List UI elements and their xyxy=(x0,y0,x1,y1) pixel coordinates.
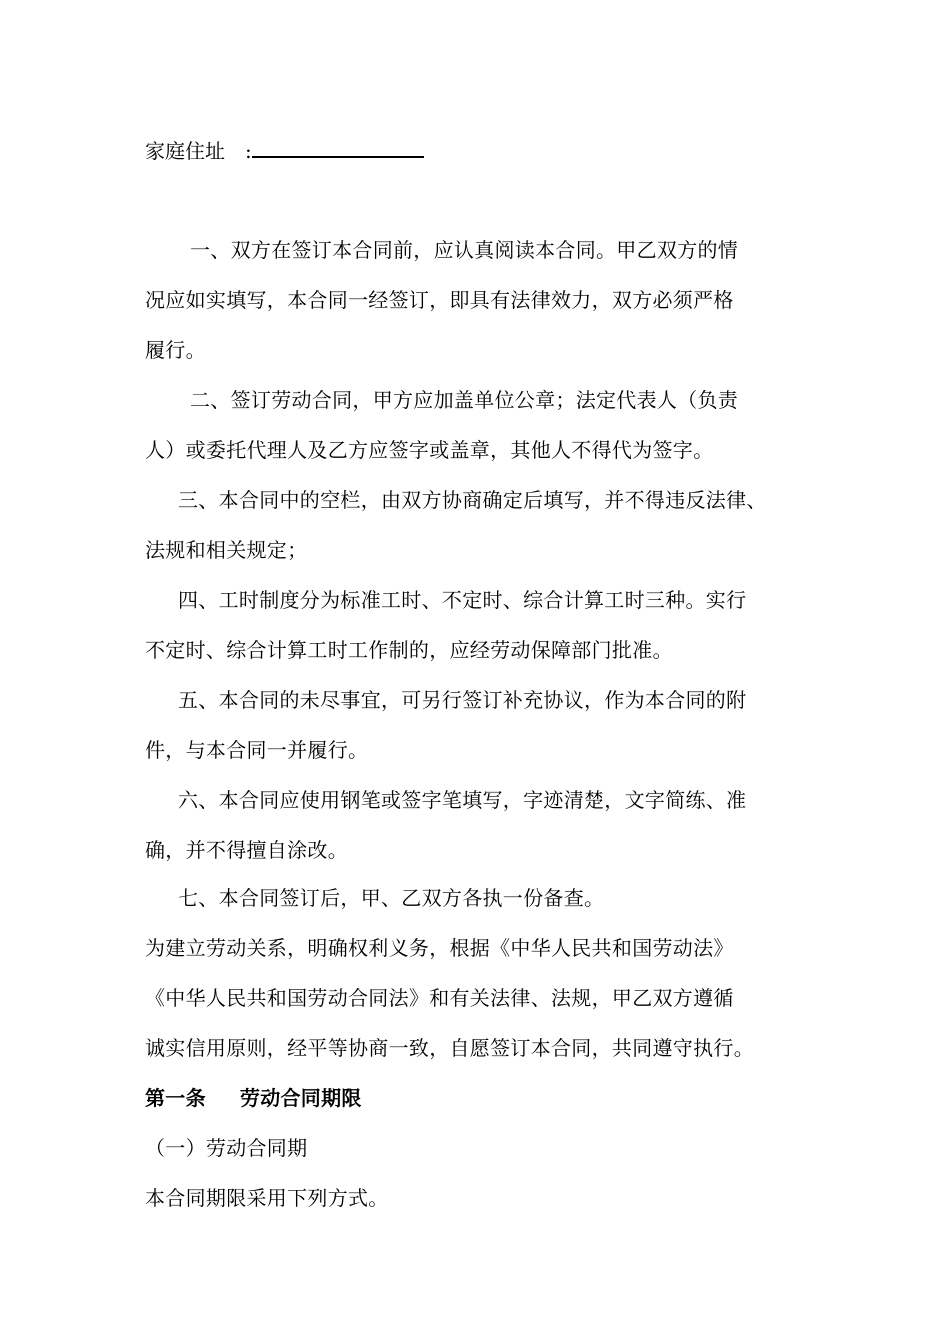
preamble-line: 为建立劳动关系，明确权利义务，根据《中华人民共和国劳动法》 xyxy=(145,936,734,960)
home-address-colon: : xyxy=(245,139,252,163)
note-line: 不定时、综合计算工时工作制的，应经劳动保障部门批准。 xyxy=(145,638,673,662)
note-line: 履行。 xyxy=(145,338,206,362)
note-line: 二、签订劳动合同，甲方应加盖单位公章；法定代表人（负责 xyxy=(190,388,739,412)
note-line: 四、工时制度分为标准工时、不定时、综合计算工时三种。实行 xyxy=(178,588,747,612)
home-address-field xyxy=(145,136,424,165)
home-address-blank[interactable] xyxy=(252,136,424,158)
article-1-heading xyxy=(145,1084,362,1112)
note-line: 人）或委托代理人及乙方应签字或盖章，其他人不得代为签字。 xyxy=(145,438,714,462)
note-line: 七、本合同签订后，甲、乙双方各执一份备查。 xyxy=(178,886,605,910)
home-address-label: 家庭住址 xyxy=(145,139,225,163)
article-1-title: 劳动合同期限 xyxy=(239,1086,362,1110)
note-line: 一、双方在签订本合同前，应认真阅读本合同。甲乙双方的情 xyxy=(190,238,739,262)
term-intro: 本合同期限采用下列方式。 xyxy=(145,1186,389,1210)
preamble-line: 《中华人民共和国劳动合同法》和有关法律、法规，甲乙双方遵循 xyxy=(145,986,734,1010)
note-line: 确，并不得擅自涂改。 xyxy=(145,838,348,862)
article-1-number: 第一条 xyxy=(145,1086,206,1110)
note-line: 五、本合同的未尽事宜，可另行签订补充协议，作为本合同的附 xyxy=(178,688,747,712)
subsection-heading: （一）劳动合同期 xyxy=(145,1136,308,1160)
note-line: 件，与本合同一并履行。 xyxy=(145,738,369,762)
preamble-line: 诚实信用原则，经平等协商一致，自愿签订本合同，共同遵守执行。 xyxy=(145,1036,754,1060)
note-line: 法规和相关规定； xyxy=(145,538,308,562)
note-line: 况应如实填写，本合同一经签订，即具有法律效力，双方必须严格 xyxy=(145,288,734,312)
note-line: 六、本合同应使用钢笔或签字笔填写，字迹清楚，文字简练、准 xyxy=(178,788,747,812)
note-line: 三、本合同中的空栏，由双方协商确定后填写，并不得违反法律、 xyxy=(178,488,767,512)
